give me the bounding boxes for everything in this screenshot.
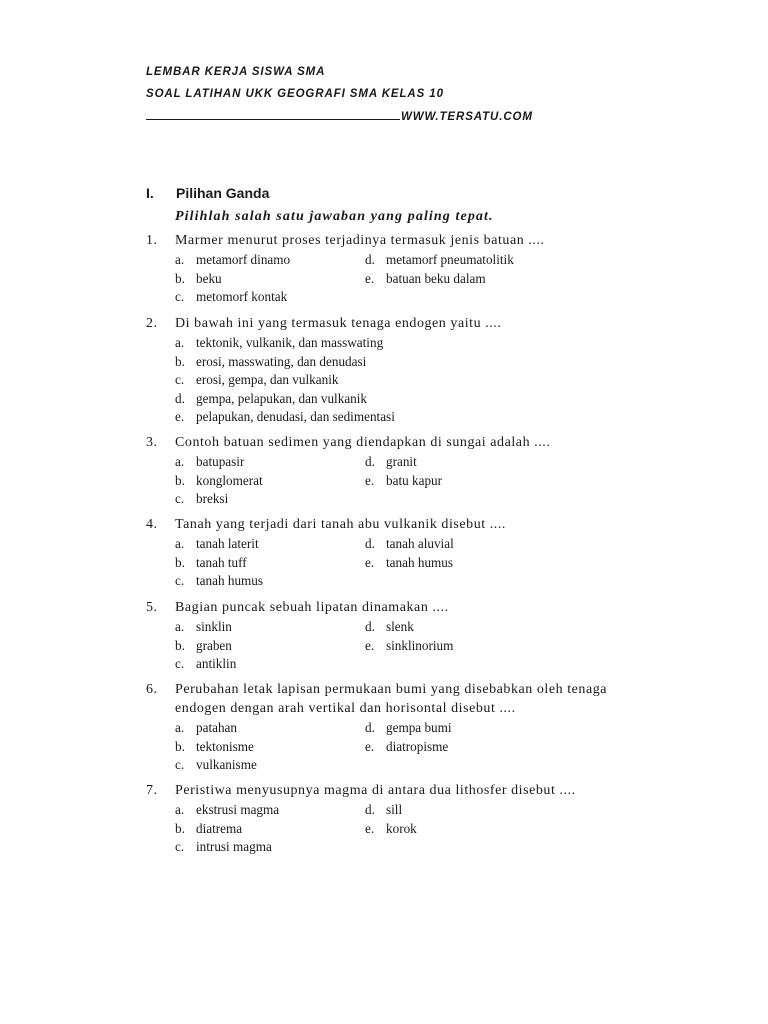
header-rule — [146, 108, 400, 120]
question-number: 3. — [146, 435, 158, 450]
question-7 — [146, 781, 576, 857]
question-number: 1. — [146, 233, 158, 248]
question-text: Tanah yang terjadi dari tanah abu vulkanik disebut .... — [175, 517, 506, 532]
option-b: b. konglomerat — [175, 472, 263, 488]
option-a: a. tanah laterit — [175, 536, 259, 551]
option-d: d. metamorf pneumatolitik — [365, 252, 514, 267]
option-b: b. beku — [175, 270, 222, 286]
option-d: d. gempa bumi — [365, 720, 452, 735]
question-text: Marmer menurut proses terjadinya termasuk jenis batuan .... — [175, 233, 545, 248]
option-e: e. korok — [365, 820, 417, 836]
option-e: e. sinklinorium — [365, 637, 454, 653]
option-a: a. ekstrusi magma — [175, 802, 280, 817]
option-a: a. metamorf dinamo — [175, 252, 291, 267]
option-d: d. gempa, pelapukan, dan vulkanik — [175, 390, 368, 406]
option-d: d. granit — [365, 454, 417, 469]
option-c: c. antiklin — [175, 656, 237, 671]
option-a: a. sinklin — [175, 619, 232, 634]
section-title: Pilihan Ganda — [176, 185, 270, 201]
question-6 — [146, 680, 607, 775]
option-c: c. tanah humus — [175, 573, 264, 588]
option-c: c. vulkanisme — [175, 757, 257, 772]
option-b: b. erosi, masswating, dan denudasi — [175, 353, 367, 369]
option-c: c. metomorf kontak — [175, 289, 288, 304]
question-number: 5. — [146, 600, 158, 615]
option-e: e. pelapukan, denudasi, dan sedimentasi — [175, 409, 395, 424]
question-number: 7. — [146, 783, 158, 798]
options-grid — [175, 453, 555, 509]
options-grid — [175, 801, 576, 857]
option-a: a. tektonik, vulkanik, dan masswating — [175, 335, 384, 350]
option-e: e. diatropisme — [365, 738, 449, 754]
question-text: Contoh batuan sedimen yang diendapkan di sungai adalah .... — [175, 435, 551, 450]
option-c: c. intrusi magma — [175, 839, 272, 854]
question-number: 6. — [146, 682, 158, 697]
header-line-3 — [146, 108, 533, 130]
option-b: b. graben — [175, 637, 232, 653]
option-a: a. batupasir — [175, 454, 245, 469]
question-text: Peristiwa menyusupnya magma di antara dua lithosfer disebut .... — [175, 783, 576, 798]
option-b: b. tektonisme — [175, 738, 254, 754]
section-heading — [146, 185, 269, 201]
option-c: c. erosi, gempa, dan vulkanik — [175, 372, 339, 387]
question-number: 2. — [146, 316, 158, 331]
options-grid — [175, 535, 555, 591]
option-c: c. breksi — [175, 491, 229, 506]
header-line-2: SOAL LATIHAN UKK GEOGRAFI SMA KELAS 10 — [146, 88, 444, 100]
worksheet-header — [146, 64, 533, 130]
option-b: b. diatrema — [175, 820, 243, 836]
question-text: Perubahan letak lapisan permukaan bumi yang disebabkan oleh tenaga endogen dengan arah vertikal dan horisontal disebut .... — [175, 682, 608, 716]
option-a: a. patahan — [175, 720, 238, 735]
question-3 — [146, 433, 555, 509]
section-number: I. — [146, 185, 154, 201]
header-line-1: LEMBAR KERJA SISWA SMA — [146, 66, 326, 78]
question-text: Bagian puncak sebuah lipatan dinamakan .... — [175, 600, 449, 615]
section-instruction: Pilihlah salah satu jawaban yang paling tepat. — [175, 209, 494, 224]
options-list — [175, 334, 575, 427]
question-number: 4. — [146, 517, 158, 532]
option-d: d. tanah aluvial — [365, 536, 454, 551]
option-e: e. tanah humus — [365, 554, 454, 570]
option-d: d. sill — [365, 802, 403, 817]
question-1 — [146, 231, 555, 307]
option-e: e. batuan beku dalam — [365, 270, 486, 286]
question-2 — [146, 314, 575, 427]
options-grid — [175, 251, 555, 307]
option-d: d. slenk — [365, 619, 414, 634]
option-b: b. tanah tuff — [175, 554, 247, 570]
options-grid — [175, 719, 607, 775]
question-text: Di bawah ini yang termasuk tenaga endogen yaitu .... — [175, 316, 502, 331]
option-e: e. batu kapur — [365, 472, 443, 488]
question-4 — [146, 515, 555, 591]
question-5 — [146, 598, 555, 674]
options-grid — [175, 618, 555, 674]
header-website: WWW.TERSATU.COM — [401, 111, 533, 123]
